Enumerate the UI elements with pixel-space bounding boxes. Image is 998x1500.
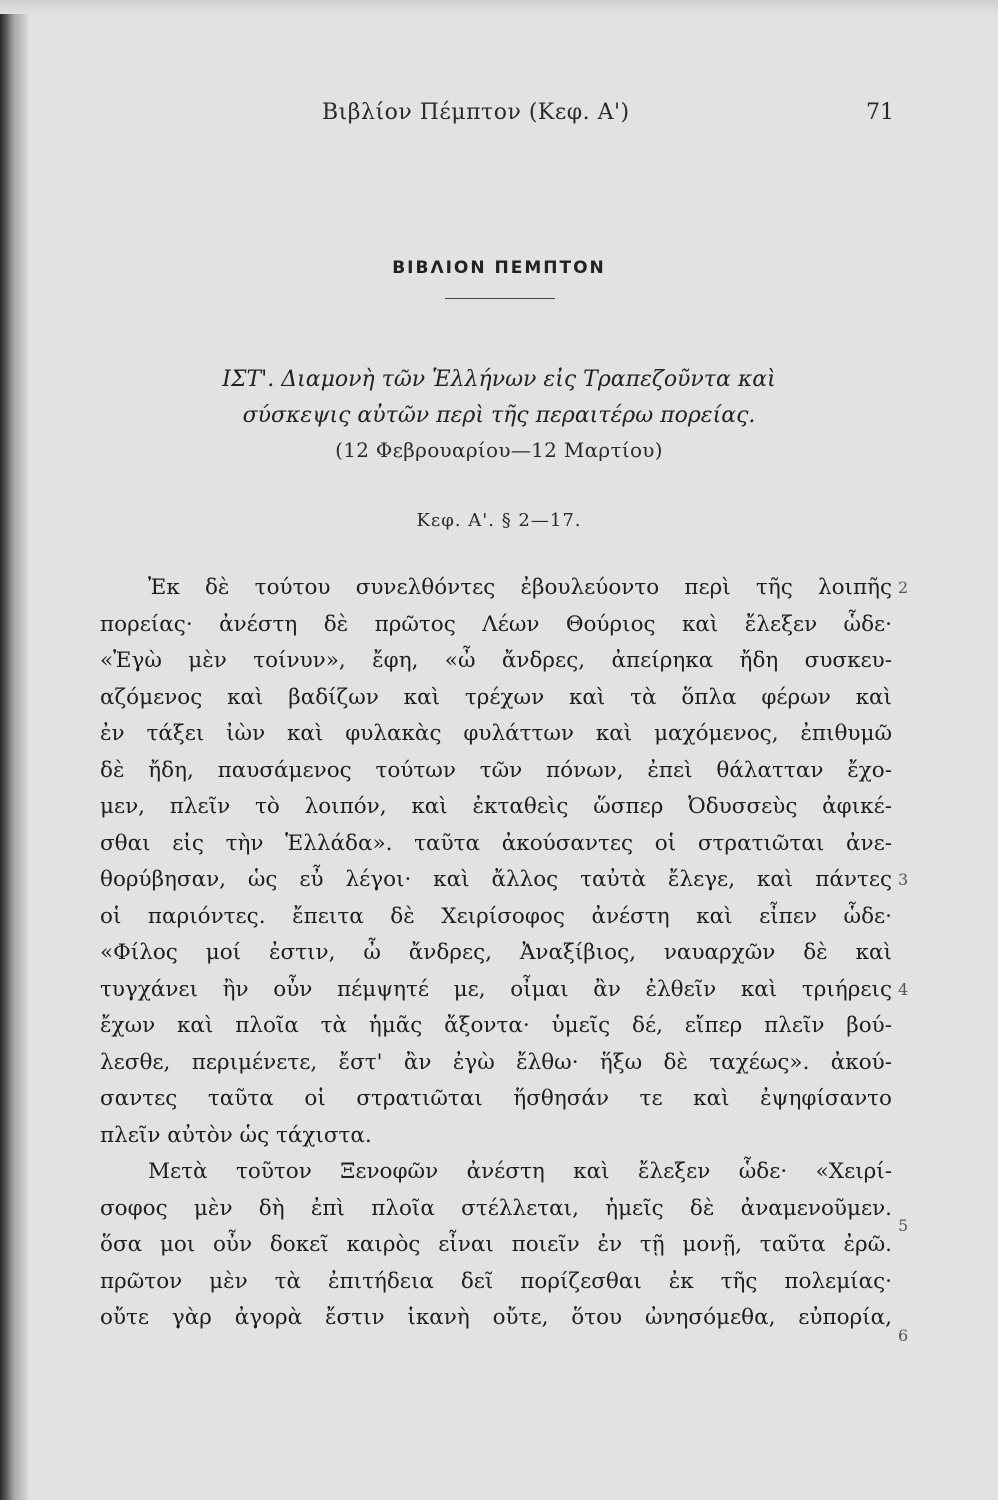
text-line: ἐν τάξει ἰὼν καὶ φυλακὰς φυλάττων καὶ μαχόμενος, ἐπιθυμῶ xyxy=(100,721,892,746)
text-line: Μετὰ τοῦτον Ξενοφῶν ἀνέστη καὶ ἔλεξεν ὧδε· «Χειρί- xyxy=(148,1159,892,1184)
text-line: μεν, πλεῖν τὸ λοιπόν, καὶ ἐκταθεὶς ὥσπερ Ὀδυσσεὺς ἀφικέ- xyxy=(100,794,892,819)
text-line: οἱ παριόντες. ἔπειτα δὲ Χειρίσοφος ἀνέστη καὶ εἶπεν ὧδε· xyxy=(100,903,892,929)
book-title: ΒΙΒΛΙΟΝ ΠΕΜΠΤΟΝ xyxy=(392,258,606,278)
page-top-edge xyxy=(0,0,998,14)
text-line: «Ἐγὼ μὲν τοίνυν», ἔφη, «ὦ ἄνδρες, ἀπείρηκα ἤδη συσκευ- xyxy=(100,648,892,673)
margin-number: 2 xyxy=(898,578,909,597)
text-line: σοφος μὲν δὴ ἐπὶ πλοῖα στέλλεται, ἡμεῖς δὲ ἀναμενοῦμεν. xyxy=(100,1195,892,1221)
text-line: ἔχων καὶ πλοῖα τὰ ἡμᾶς ἄξοντα· ὑμεῖς δέ, εἴπερ πλεῖν βού- xyxy=(100,1013,892,1038)
margin-number: 3 xyxy=(898,870,909,889)
section-dates: (12 Φεβρουαρίου—12 Μαρτίου) xyxy=(335,438,663,462)
text-line: οὔτε γὰρ ἀγορὰ ἔστιν ἱκανὴ οὔτε, ὅτου ὠνησόμεθα, εὐπορία, xyxy=(100,1305,892,1330)
text-line: πρῶτον μὲν τὰ ἐπιτήδεια δεῖ πορίζεσθαι ἐκ τῆς πολεμίας· xyxy=(100,1268,892,1294)
margin-number: 4 xyxy=(898,979,909,999)
margin-number: 6 xyxy=(898,1325,909,1345)
text-line: δὲ ἤδη, παυσάμενος τούτων τῶν πόνων, ἐπεὶ θάλατταν ἔχο- xyxy=(100,757,892,783)
text-line: σθαι εἰς τὴν Ἑλλάδα». ταῦτα ἀκούσαντες οἱ στρατιῶται ἀνε- xyxy=(100,830,892,856)
text-line: «Φίλος μοί ἐστιν, ὦ ἄνδρες, Ἀναξίβιος, ναυαρχῶν δὲ καὶ xyxy=(100,940,892,965)
section-heading-line-1 xyxy=(0,362,998,398)
text-line: σαντες ταῦτα οἱ στρατιῶται ἥσθησάν τε καὶ ἐψηφίσαντο xyxy=(100,1086,892,1111)
text-line: αζόμενος καὶ βαδίζων καὶ τρέχων καὶ τὰ ὅπλα φέρων καὶ xyxy=(100,684,892,710)
running-head: Βιβλίον Πέμπτον (Κεφ. Α') xyxy=(322,100,630,125)
text-line: Ἐκ δὲ τούτου συνελθόντες ἐβουλεύοντο περὶ τῆς λοιπῆς xyxy=(148,575,892,600)
section-numeral: ΙΣΤ'. xyxy=(222,367,275,392)
body-text xyxy=(100,570,892,1337)
section-heading xyxy=(0,362,998,434)
text-line: τυγχάνει ἢν οὖν πέμψητέ με, οἶμαι ἂν ἐλθεῖν καὶ τριήρεις xyxy=(100,976,892,1002)
text-line: λεσθε, περιμένετε, ἔστ' ἂν ἐγὼ ἔλθω· ἥξω δὲ ταχέως». ἀκού- xyxy=(100,1049,892,1075)
page-binding-shadow xyxy=(0,0,28,1500)
title-rule xyxy=(445,298,555,299)
section-title-line-2: σύσκεψις αὐτῶν περὶ τῆς περαιτέρω πορείας. xyxy=(242,403,756,428)
chapter-reference: Κεφ. Α'. § 2—17. xyxy=(416,510,582,531)
text-line: ὅσα μοι οὖν δοκεῖ καιρὸς εἶναι ποιεῖν ἐν τῇ μονῇ, ταῦτα ἐρῶ. xyxy=(100,1232,892,1257)
margin-number: 5 xyxy=(898,1216,909,1235)
text-line: θορύβησαν, ὡς εὖ λέγοι· καὶ ἄλλος ταὐτὰ ἔλεγε, καὶ πάντες xyxy=(100,867,892,892)
text-line: πορείας· ἀνέστη δὲ πρῶτος Λέων Θούριος καὶ ἔλεξεν ὧδε· xyxy=(100,611,892,637)
text-line: πλεῖν αὐτὸν ὡς τάχιστα. xyxy=(100,1122,372,1148)
page-number: 71 xyxy=(866,100,894,125)
page-header xyxy=(0,100,998,130)
section-title-line-1: Διαμονὴ τῶν Ἑλλήνων εἰς Τραπεζοῦντα καὶ xyxy=(281,367,776,392)
